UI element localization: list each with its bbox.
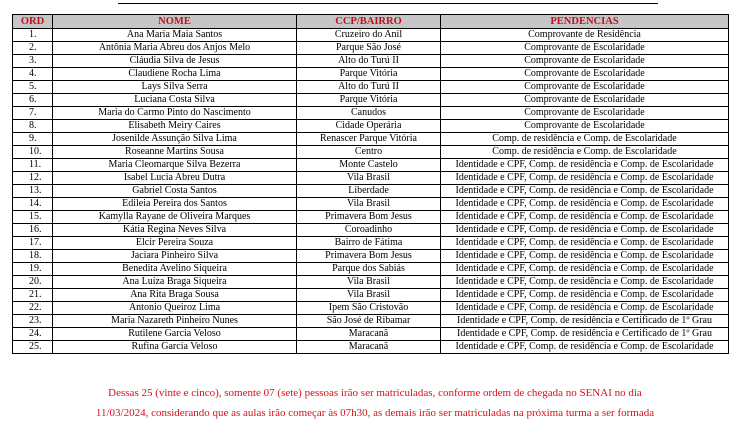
cell-pendencias: Identidade e CPF, Comp. de residência e Comp. de Escolaridade [441, 185, 729, 198]
cell-nome: Ana Rita Braga Sousa [53, 289, 297, 302]
table-row [13, 263, 729, 276]
table-row [13, 185, 729, 198]
cell-pendencias: Comp. de residência e Comp. de Escolaridade [441, 146, 729, 159]
cell-ccp-bairro: Parque Vitória [297, 94, 441, 107]
pendencias-table [12, 14, 729, 354]
cell-pendencias: Identidade e CPF, Comp. de residência e Comp. de Escolaridade [441, 250, 729, 263]
cell-ord: 10. [13, 146, 53, 159]
cell-ccp-bairro: Coroadinho [297, 224, 441, 237]
cell-ccp-bairro: Canudos [297, 107, 441, 120]
cell-ccp-bairro: Maracanã [297, 328, 441, 341]
cell-nome: Maria Cleomarque Silva Bezerra [53, 159, 297, 172]
cell-nome: Isabel Lucia Abreu Dutra [53, 172, 297, 185]
cell-nome: Gabriel Costa Santos [53, 185, 297, 198]
cell-pendencias: Identidade e CPF, Comp. de residência e Comp. de Escolaridade [441, 276, 729, 289]
table-row [13, 55, 729, 68]
cell-ccp-bairro: Ipem São Cristovão [297, 302, 441, 315]
cell-ord: 4. [13, 68, 53, 81]
cell-ccp-bairro: Renascer Parque Vitória [297, 133, 441, 146]
cell-ord: 2. [13, 42, 53, 55]
cell-ord: 3. [13, 55, 53, 68]
enrollment-note [12, 383, 738, 423]
cell-pendencias: Comprovante de Escolaridade [441, 81, 729, 94]
cell-nome: Rutilene Garcia Veloso [53, 328, 297, 341]
header-ccp-bairro: CCP/BAIRRO [297, 15, 441, 29]
cell-ord: 14. [13, 198, 53, 211]
cell-ccp-bairro: Liberdade [297, 185, 441, 198]
table-row [13, 42, 729, 55]
cell-nome: Maria Nazareth Pinheiro Nunes [53, 315, 297, 328]
cell-pendencias: Comprovante de Escolaridade [441, 107, 729, 120]
table-row [13, 29, 729, 42]
table-row [13, 328, 729, 341]
cell-nome: Ana Maria Maia Santos [53, 29, 297, 42]
cell-nome: Edileia Pereira dos Santos [53, 198, 297, 211]
cell-pendencias: Identidade e CPF, Comp. de residência e Comp. de Escolaridade [441, 289, 729, 302]
cell-nome: Rufina Garcia Veloso [53, 341, 297, 354]
table-row [13, 302, 729, 315]
cell-ord: 17. [13, 237, 53, 250]
note-line-2: 11/03/2024, considerando que as aulas irão começar às 07h30, as demais irão ser matriculadas na próxima turma a ser formada [95, 407, 655, 419]
cell-pendencias: Identidade e CPF, Comp. de residência e Comp. de Escolaridade [441, 263, 729, 276]
table-row [13, 133, 729, 146]
cell-ccp-bairro: Alto do Turú II [297, 55, 441, 68]
table-row [13, 341, 729, 354]
cell-ccp-bairro: Centro [297, 146, 441, 159]
table-row [13, 289, 729, 302]
cell-ccp-bairro: Alto do Turú II [297, 81, 441, 94]
table-row [13, 315, 729, 328]
cell-ccp-bairro: Cruzeiro do Anil [297, 29, 441, 42]
cell-ccp-bairro: Maracanã [297, 341, 441, 354]
cell-nome: Claudiene Rocha Lima [53, 68, 297, 81]
cell-ccp-bairro: São José de Ribamar [297, 315, 441, 328]
cell-ord: 23. [13, 315, 53, 328]
cell-pendencias: Identidade e CPF, Comp. de residência e Comp. de Escolaridade [441, 211, 729, 224]
cell-nome: Ana Luiza Braga Siqueira [53, 276, 297, 289]
cell-ord: 1. [13, 29, 53, 42]
cell-ord: 19. [13, 263, 53, 276]
cell-pendencias: Identidade e CPF, Comp. de residência e Comp. de Escolaridade [441, 224, 729, 237]
table-row [13, 198, 729, 211]
cell-ccp-bairro: Parque Vitória [297, 68, 441, 81]
cell-nome: Jaciara Pinheiro Silva [53, 250, 297, 263]
table-body [13, 29, 729, 354]
table-row [13, 276, 729, 289]
cell-pendencias: Identidade e CPF, Comp. de residência e Certificado de 1º Grau [441, 328, 729, 341]
cell-ord: 11. [13, 159, 53, 172]
cell-ord: 22. [13, 302, 53, 315]
table-row [13, 120, 729, 133]
cell-pendencias: Identidade e CPF, Comp. de residência e Certificado de 1º Grau [441, 315, 729, 328]
cell-pendencias: Comprovante de Escolaridade [441, 42, 729, 55]
cell-ord: 12. [13, 172, 53, 185]
cell-ord: 9. [13, 133, 53, 146]
cell-pendencias: Comprovante de Escolaridade [441, 120, 729, 133]
cell-ccp-bairro: Vila Brasil [297, 198, 441, 211]
cell-pendencias: Comprovante de Escolaridade [441, 55, 729, 68]
cell-ccp-bairro: Vila Brasil [297, 276, 441, 289]
table-row [13, 224, 729, 237]
cell-nome: Kamylla Rayane de Oliveira Marques [53, 211, 297, 224]
cell-pendencias: Comprovante de Escolaridade [441, 68, 729, 81]
table-row [13, 146, 729, 159]
table-row [13, 237, 729, 250]
table-row [13, 159, 729, 172]
cell-pendencias: Identidade e CPF, Comp. de residência e Comp. de Escolaridade [441, 302, 729, 315]
cell-ord: 7. [13, 107, 53, 120]
cell-pendencias: Comprovante de Escolaridade [441, 94, 729, 107]
header-nome: NOME [53, 15, 297, 29]
cell-nome: Roseanne Martins Sousa [53, 146, 297, 159]
cell-nome: Luciana Costa Silva [53, 94, 297, 107]
table-header-row [13, 15, 729, 29]
cell-nome: Lays Silva Serra [53, 81, 297, 94]
cell-pendencias: Comprovante de Residência [441, 29, 729, 42]
cell-ccp-bairro: Vila Brasil [297, 289, 441, 302]
table-row [13, 68, 729, 81]
cell-nome: Elisabeth Meiry Caires [53, 120, 297, 133]
cell-ord: 18. [13, 250, 53, 263]
cell-pendencias: Identidade e CPF, Comp. de residência e Comp. de Escolaridade [441, 341, 729, 354]
cell-ccp-bairro: Monte Castelo [297, 159, 441, 172]
cell-nome: Antônia Maria Abreu dos Anjos Melo [53, 42, 297, 55]
table-row [13, 211, 729, 224]
cell-ccp-bairro: Primavera Bom Jesus [297, 250, 441, 263]
cell-nome: Kátia Regina Neves Silva [53, 224, 297, 237]
cell-nome: Maria do Carmo Pinto do Nascimento [53, 107, 297, 120]
table-row [13, 94, 729, 107]
cell-ord: 8. [13, 120, 53, 133]
cell-ord: 15. [13, 211, 53, 224]
cell-nome: Antonio Queiroz Lima [53, 302, 297, 315]
table-row [13, 81, 729, 94]
header-ord: ORD [13, 15, 53, 29]
note-line-1: Dessas 25 (vinte e cinco), somente 07 (sete) pessoas irão ser matriculadas, conforme ordem de chegada no SENAI no dia [108, 387, 642, 399]
cell-ord: 20. [13, 276, 53, 289]
cell-ccp-bairro: Vila Brasil [297, 172, 441, 185]
table-row [13, 107, 729, 120]
cell-ord: 24. [13, 328, 53, 341]
cell-ord: 16. [13, 224, 53, 237]
cell-ord: 21. [13, 289, 53, 302]
cell-pendencias: Comp. de residência e Comp. de Escolaridade [441, 133, 729, 146]
cell-nome: Josenilde Assunção Silva Lima [53, 133, 297, 146]
cell-nome: Cláudia Silva de Jesus [53, 55, 297, 68]
cell-nome: Benedita Avelino Siqueira [53, 263, 297, 276]
cell-ord: 25. [13, 341, 53, 354]
cell-pendencias: Identidade e CPF, Comp. de residência e Comp. de Escolaridade [441, 172, 729, 185]
cell-pendencias: Identidade e CPF, Comp. de residência e Comp. de Escolaridade [441, 159, 729, 172]
cell-ccp-bairro: Bairro de Fátima [297, 237, 441, 250]
cell-ccp-bairro: Parque São José [297, 42, 441, 55]
table-row [13, 172, 729, 185]
table-row [13, 250, 729, 263]
cell-pendencias: Identidade e CPF, Comp. de residência e Comp. de Escolaridade [441, 198, 729, 211]
cell-ccp-bairro: Parque dos Sabiás [297, 263, 441, 276]
cell-ord: 6. [13, 94, 53, 107]
cell-nome: Elcir Pereira Souza [53, 237, 297, 250]
header-pendencias: PENDENCIAS [441, 15, 729, 29]
cell-ord: 13. [13, 185, 53, 198]
cell-ccp-bairro: Cidade Operária [297, 120, 441, 133]
top-rule [118, 0, 658, 4]
cell-ccp-bairro: Primavera Bom Jesus [297, 211, 441, 224]
cell-ord: 5. [13, 81, 53, 94]
cell-pendencias: Identidade e CPF, Comp. de residência e Comp. de Escolaridade [441, 237, 729, 250]
